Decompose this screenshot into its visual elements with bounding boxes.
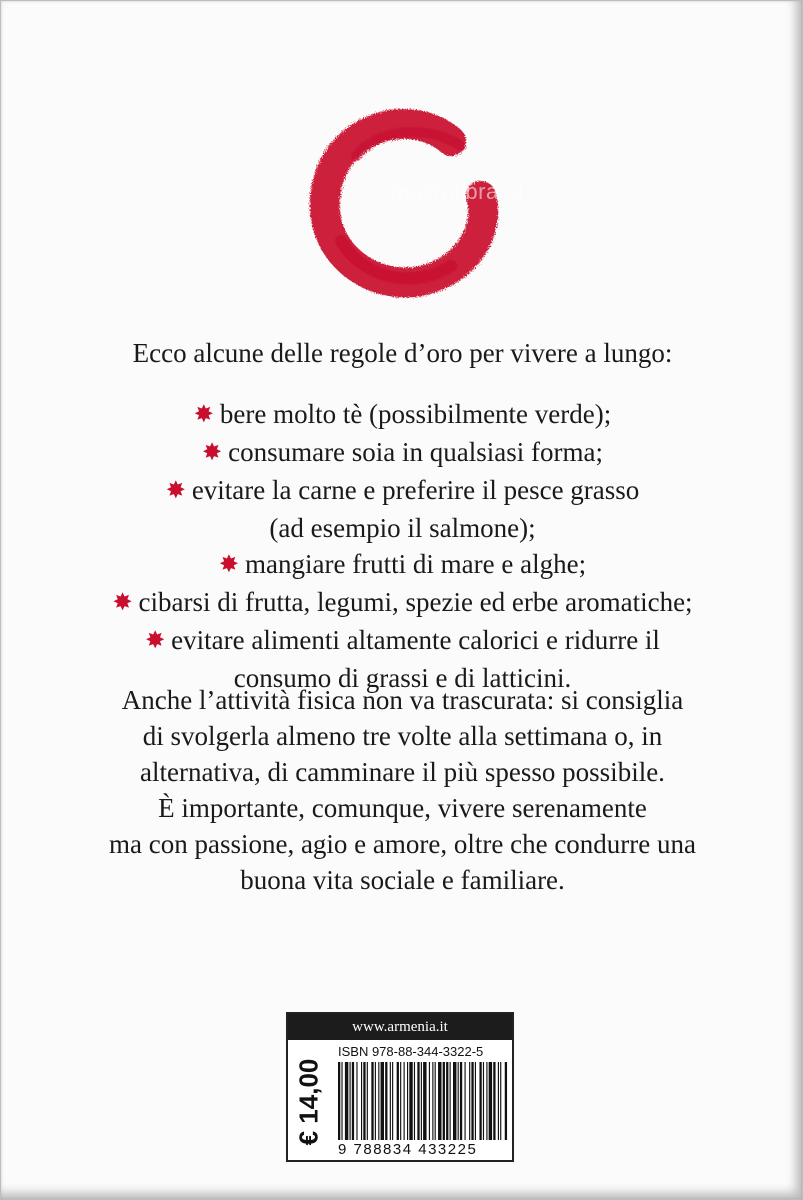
rule-item: ✸ mangiare frutti di mare e alghe; bbox=[218, 549, 587, 579]
paragraph-line: ma con passione, agio e amore, oltre che condurre una bbox=[108, 829, 696, 859]
star-bullet-icon: ✸ bbox=[201, 440, 223, 466]
rule-item: ✸ bere molto tè (possibilmente verde); bbox=[193, 399, 612, 429]
paragraph-line: di svolgerla almeno tre volte alla settimana o, in bbox=[142, 721, 663, 751]
star-bullet-icon: ✸ bbox=[193, 402, 214, 428]
star-bullet-icon: ✸ bbox=[165, 478, 186, 504]
rule-item: ✸ cibarsi di frutta, legumi, spezie ed erbe aromatiche; bbox=[112, 587, 693, 617]
rules-list bbox=[1, 396, 803, 696]
intro-text: Ecco alcune delle regole d’oro per vivere a lungo: bbox=[132, 338, 673, 368]
paragraph-line: buona vita sociale e familiare. bbox=[240, 865, 565, 895]
paragraph-line: Anche l’attività fisica non va trascurata: si consiglia bbox=[121, 685, 684, 715]
paragraph-line: È importante, comunque, vivere serenamente bbox=[158, 793, 647, 823]
paragraph-line: alternativa, di camminare il più spesso possibile. bbox=[140, 757, 665, 787]
isbn-text: ISBN 978-88-344-3322-5 bbox=[338, 1044, 484, 1059]
rule-item: ✸ evitare alimenti altamente calorici e ridurre il bbox=[145, 625, 660, 655]
watermark-text: macrolibrarsi bbox=[391, 179, 524, 204]
barcode-icon bbox=[338, 1062, 508, 1140]
body-paragraph bbox=[1, 682, 803, 898]
rule-item-continuation: (ad esempio il salmone); bbox=[269, 513, 536, 543]
rule-item-continuation: consumo di grassi e di latticini. bbox=[233, 663, 572, 693]
star-bullet-icon: ✸ bbox=[218, 552, 239, 578]
ean-number: 9 788834 433225 bbox=[338, 1141, 478, 1158]
price-label: € 14,00 bbox=[293, 1058, 324, 1146]
star-bullet-icon: ✸ bbox=[112, 590, 133, 616]
star-bullet-icon: ✸ bbox=[145, 628, 166, 654]
barcode-box bbox=[286, 1012, 514, 1162]
rule-item: ✸ consumare soia in qualsiasi forma; bbox=[201, 437, 603, 467]
website-url: www.armenia.it bbox=[288, 1014, 512, 1040]
rule-item: ✸ evitare la carne e preferire il pesce grasso bbox=[165, 475, 640, 505]
